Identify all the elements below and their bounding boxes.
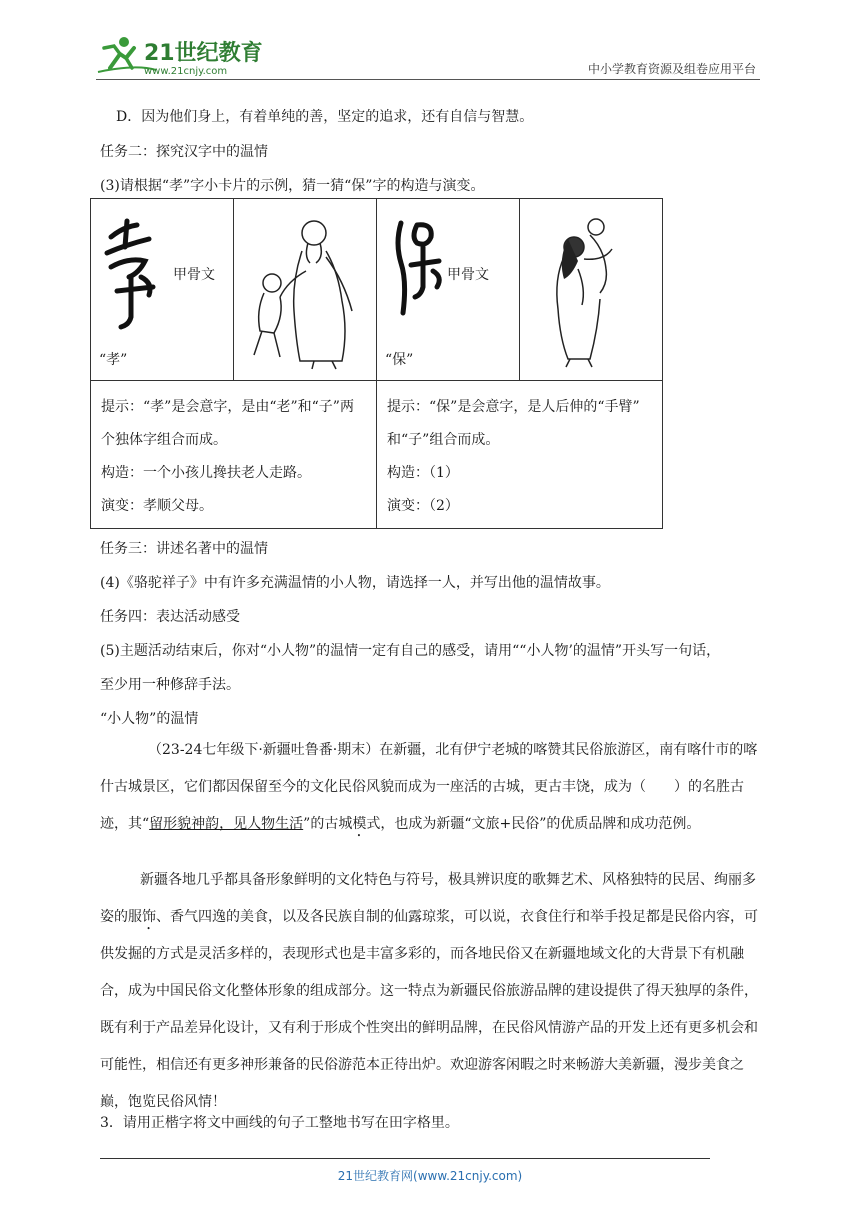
task3-heading: 任务三：讲述名著中的温情	[100, 541, 268, 557]
bao-glyph-cell	[377, 199, 520, 381]
bao-hint-line-2: 和“子”组合而成。	[387, 432, 500, 448]
passage-source: （23-24七年级下·新疆吐鲁番·期末）	[148, 742, 380, 758]
logo-url: www.21cnjy.com	[144, 66, 228, 77]
xiao-glyph-cell	[91, 199, 234, 381]
oracle-bao-glyph-icon	[387, 213, 447, 323]
question-3: (3)请根据“孝”字小卡片的示例，猜一猜“保”字的构造与演变。	[100, 178, 485, 194]
xiao-oracle-caption: 甲骨文	[173, 267, 215, 283]
xiao-char-label: “孝”	[99, 352, 128, 368]
xiao-hint-cell	[91, 381, 377, 529]
underlined-sentence: 留形貌神韵，见人物生活	[149, 816, 304, 832]
header-divider	[96, 79, 760, 80]
carrying-child-illustration-icon	[534, 209, 644, 369]
site-logo	[96, 34, 266, 80]
logo-wordmark: 21世纪教育	[144, 41, 263, 66]
runner-logo-icon	[96, 34, 266, 80]
question-3-handwriting: 3．请用正楷字将文中画线的句子工整地书写在田字格里。	[100, 1115, 459, 1131]
character-card-table	[90, 198, 663, 529]
footer-site-text: 21世纪教育网(www.21cnjy.com)	[337, 1169, 523, 1183]
xiao-illustration-cell	[234, 199, 377, 381]
question-5-starter: “小人物”的温情	[100, 711, 199, 727]
question-5-line-2: 至少用一种修辞手法。	[100, 677, 240, 693]
passage-paragraph-1: （23-24七年级下·新疆吐鲁番·期末）在新疆，北有伊宁老城的喀赞其民俗旅游区，南有喀什市的喀什古城景区，它们都因保留至今的文化民俗风貌而成为一座活的古城，更古丰饶，成为（ ）的名胜古迹，其“留形貌神韵，见人物生活”的古城模式，也成为新疆“文旅+民俗”的优质品牌和成功范例。	[100, 742, 758, 832]
task4-heading: 任务四：表达活动感受	[100, 609, 240, 625]
xiao-hint-line-1: 提示：“孝”是会意字，是由“老”和“子”两	[101, 399, 354, 415]
bao-char-label: “保”	[385, 352, 414, 368]
bao-hint-line-1: 提示：“保”是会意字，是人后伸的“手臂”	[387, 399, 640, 415]
task2-heading: 任务二：探究汉字中的温情	[100, 144, 268, 160]
xiao-evolution-line: 演变：孝顺父母。	[101, 498, 213, 514]
bao-oracle-caption: 甲骨文	[447, 267, 489, 283]
question-5-line-1: (5)主题活动结束后，你对“小人物”的温情一定有自己的感受，请用““小人物’的温情”开头写一句话，	[100, 643, 721, 659]
dotted-char-shi: 饰	[142, 909, 156, 925]
xiao-hint-line-2: 个独体字组合而成。	[101, 432, 227, 448]
bao-illustration-cell	[520, 199, 663, 381]
xiao-structure-line: 构造：一个小孩儿搀扶老人走路。	[101, 465, 311, 481]
dotted-char-mo: 模	[352, 816, 367, 832]
header-platform-text: 中小学教育资源及组卷应用平台	[587, 62, 756, 76]
elder-child-illustration-icon	[244, 211, 366, 371]
oracle-xiao-glyph-icon	[101, 217, 161, 332]
question-4: (4)《骆驼祥子》中有许多充满温情的小人物，请选择一人，并写出他的温情故事。	[100, 575, 610, 591]
footer-divider	[100, 1158, 710, 1159]
bao-structure-line: 构造：（1）	[387, 465, 459, 481]
bao-evolution-line: 演变：（2）	[387, 498, 459, 514]
option-d: D．因为他们身上，有着单纯的善，坚定的追求，还有自信与智慧。	[116, 109, 534, 125]
bao-hint-cell	[377, 381, 663, 529]
passage-paragraph-2: 新疆各地几乎都具备形象鲜明的文化特色与符号，极具辨识度的歌舞艺术、风格独特的民居、绚丽多姿的服饰、香气四逸的美食，以及各民族自制的仙露琼浆，可以说，衣食住行和举手投足都是民俗内容，可供发掘的方式是灵活多样的，表现形式也是丰富多彩的，而各地民俗又在新疆地域文化的大背景下有机融合，成为中国民俗文化整体形象的组成部分。这一特点为新疆民俗旅游品牌的建设提供了得天独厚的条件，既有利于产品差异化设计，又有利于形成个性突出的鲜明品牌，在民俗风情游产品的开发上还有更多机会和可能性，相信还有更多神形兼备的民俗游范本正待出炉。欢迎游客闲暇之时来畅游大美新疆，漫步美食之巅，饱览民俗风情！	[100, 872, 758, 1110]
